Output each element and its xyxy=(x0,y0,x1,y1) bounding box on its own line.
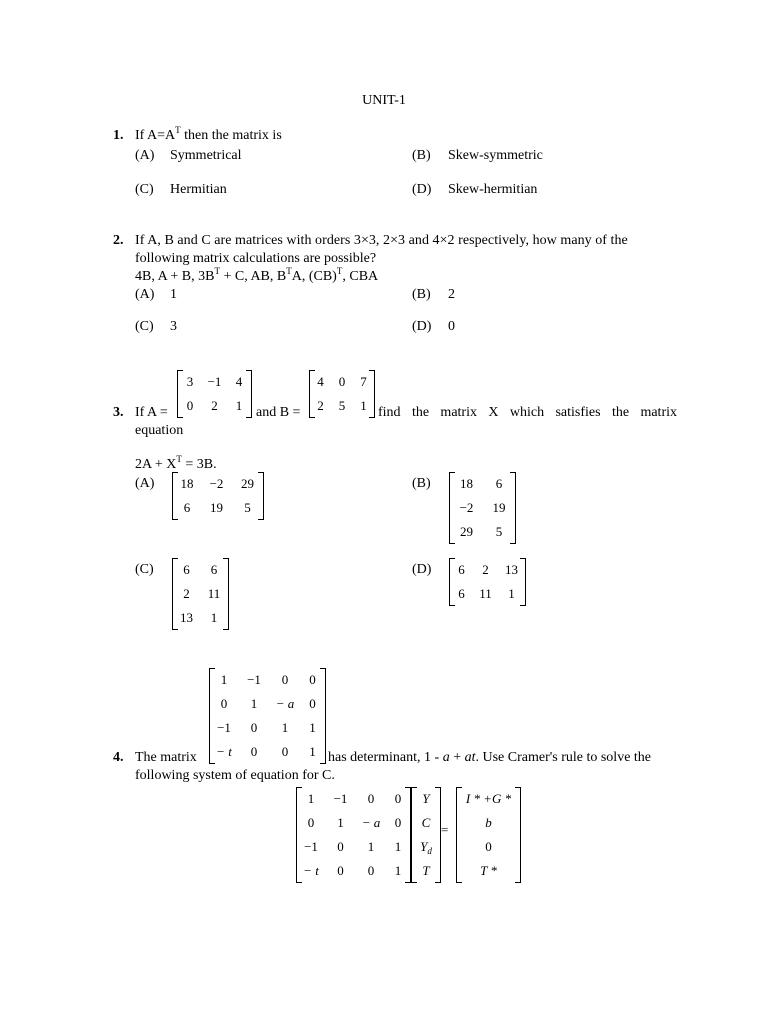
vector-row xyxy=(457,835,520,859)
option-text: 1 xyxy=(170,287,177,302)
matrix-cell: 0 xyxy=(220,696,228,712)
expr-part: 4B, A + B, 3B xyxy=(135,269,215,284)
page-title xyxy=(0,93,768,110)
matrix-cell: 4 xyxy=(235,374,243,390)
option-text: Skew-symmetric xyxy=(448,148,543,163)
matrix-cell: 5 xyxy=(338,398,346,414)
question-stem xyxy=(135,125,282,145)
matrix-cell: 4 xyxy=(317,374,324,390)
vector-subscript: d xyxy=(427,846,432,857)
option-d-matrix xyxy=(449,558,526,606)
matrix-cell: 0 xyxy=(338,374,346,390)
system-matrix xyxy=(296,787,411,883)
matrix-cell: 13 xyxy=(180,610,193,626)
vector-cell: 0 xyxy=(485,839,492,855)
matrix-cell: −2 xyxy=(209,476,224,492)
matrix-cell: 1 xyxy=(337,815,344,831)
matrix-cell: 6 xyxy=(210,562,218,578)
matrix-cell: 1 xyxy=(235,398,243,414)
matrix-cell: 0 xyxy=(337,839,344,855)
matrix-b xyxy=(309,370,375,418)
matrix-cell: 1 xyxy=(508,586,515,602)
vector-row xyxy=(412,835,440,859)
matrix-cell: 6 xyxy=(183,500,191,516)
matrix-cell: − a xyxy=(275,696,295,712)
stem-text: find the matrix X which satisfies the matrix xyxy=(378,405,677,420)
expr-superscript: T xyxy=(286,266,292,276)
option-label: (B) xyxy=(412,476,431,491)
matrix-cell: 2 xyxy=(183,586,190,602)
matrix-cell: 18 xyxy=(460,476,473,492)
option-text: 0 xyxy=(448,319,455,334)
matrix-row xyxy=(297,859,410,883)
matrix-cell: 0 xyxy=(307,815,315,831)
matrix-cell: −1 xyxy=(207,374,222,390)
matrix-cell: 1 xyxy=(250,696,258,712)
option-label: (C) xyxy=(135,562,154,577)
stem-superscript: T xyxy=(175,125,181,135)
matrix-cell: 0 xyxy=(309,696,316,712)
option-label: (A) xyxy=(135,148,155,163)
option-text: Symmetrical xyxy=(170,148,242,163)
vector-row xyxy=(457,811,520,835)
vector-cell: I * +G * xyxy=(465,791,512,807)
matrix-cell: 1 xyxy=(220,672,228,688)
matrix-cell: −1 xyxy=(333,791,348,807)
coefficient-matrix xyxy=(209,668,326,764)
matrix-cell: 2 xyxy=(482,562,489,578)
vector-row xyxy=(412,859,440,883)
stem-text: . Use Cramer's rule to solve the xyxy=(475,750,652,765)
question-stem-line: If A, B and C are matrices with orders 3×3, 2×3 and 4×2 respectively, how many of the xyxy=(135,233,628,248)
option-label: (D) xyxy=(412,182,432,197)
matrix-row xyxy=(450,496,515,520)
matrix-cell: 1 xyxy=(309,720,316,736)
matrix-row xyxy=(173,606,228,630)
option-text: 2 xyxy=(448,287,455,302)
expr-part: , CBA xyxy=(342,269,379,284)
expression-list xyxy=(135,266,379,286)
matrix-row xyxy=(310,370,374,394)
vector-symbol: Y xyxy=(420,839,428,855)
matrix-row xyxy=(297,787,410,811)
matrix-cell: − a xyxy=(361,815,381,831)
option-text: Skew-hermitian xyxy=(448,182,538,197)
option-label: (C) xyxy=(135,319,154,334)
variable: a xyxy=(442,750,450,765)
matrix-cell: 1 xyxy=(360,398,367,414)
matrix-cell: 0 xyxy=(367,791,375,807)
stem-text: The matrix xyxy=(135,750,197,765)
matrix-row xyxy=(450,472,515,496)
matrix-cell: 3 xyxy=(186,374,194,390)
matrix-cell: 6 xyxy=(458,562,465,578)
expr-superscript: T xyxy=(336,266,343,276)
matrix-cell: 7 xyxy=(360,374,367,390)
matrix-cell: 0 xyxy=(281,744,289,760)
equation-part: = 3B. xyxy=(181,457,217,472)
option-a-matrix xyxy=(172,472,264,520)
expr-part: + C, AB, B xyxy=(219,269,287,284)
stem-text: following system of equation for C. xyxy=(135,768,335,783)
vector-cell: Y xyxy=(422,791,430,807)
matrix-row xyxy=(450,582,525,606)
matrix-cell: 29 xyxy=(460,524,473,540)
matrix-cell: 1 xyxy=(307,791,315,807)
variable: at xyxy=(464,750,476,765)
matrix-cell: −1 xyxy=(304,839,318,855)
question-number: 2. xyxy=(113,233,124,248)
determinant-statement xyxy=(328,750,651,767)
matrix-cell: −2 xyxy=(459,500,474,516)
matrix-row xyxy=(210,740,325,764)
stem-text: then the matrix is xyxy=(180,128,282,143)
matrix-cell: 6 xyxy=(495,476,503,492)
question-number: 4. xyxy=(113,750,124,765)
vector-row xyxy=(457,787,520,811)
matrix-row xyxy=(173,582,228,606)
stem-text: has determinant, 1 - xyxy=(328,750,443,765)
option-b-matrix xyxy=(449,472,516,544)
option-label: (B) xyxy=(412,287,431,302)
equation-part: 2A + X xyxy=(135,457,177,472)
matrix-cell: 1 xyxy=(367,839,375,855)
matrix-cell: 0 xyxy=(250,720,258,736)
vector-row xyxy=(457,859,520,883)
matrix-cell: 1 xyxy=(309,744,316,760)
option-text: Hermitian xyxy=(170,182,227,197)
matrix-cell: 6 xyxy=(183,562,190,578)
matrix-row xyxy=(450,558,525,582)
option-text: 3 xyxy=(170,319,177,334)
stem-text: If A=A xyxy=(135,128,176,143)
vector-cell: C xyxy=(421,815,431,831)
matrix-row xyxy=(297,811,410,835)
matrix-cell: 1 xyxy=(281,720,289,736)
vector-row xyxy=(412,811,440,835)
matrix-cell: 5 xyxy=(244,500,251,516)
matrix-cell: − t xyxy=(303,863,319,879)
question-stem-line: following matrix calculations are possible? xyxy=(135,251,377,266)
stem-text: equation xyxy=(135,423,184,438)
matrix-cell: 2 xyxy=(211,398,218,414)
option-label: (D) xyxy=(412,562,432,577)
unknown-vector xyxy=(411,787,441,883)
matrix-cell: 0 xyxy=(281,672,289,688)
matrix-row xyxy=(178,394,251,418)
matrix-cell: 0 xyxy=(309,672,316,688)
question-number: 3. xyxy=(113,405,124,420)
expr-part: A, (CB) xyxy=(291,269,337,284)
matrix-row xyxy=(310,394,374,418)
vector-cell: T xyxy=(422,863,430,879)
matrix-cell: 19 xyxy=(492,500,506,516)
option-label: (A) xyxy=(135,287,155,302)
matrix-row xyxy=(173,496,263,520)
option-label: (B) xyxy=(412,148,431,163)
vector-cell: b xyxy=(485,815,492,831)
stem-text: and B = xyxy=(256,405,301,420)
matrix-cell: 0 xyxy=(250,744,258,760)
matrix-row xyxy=(297,835,410,859)
vector-row xyxy=(412,787,440,811)
matrix-row xyxy=(178,370,251,394)
matrix-cell: 0 xyxy=(394,815,402,831)
matrix-cell: 0 xyxy=(186,398,194,414)
expr-superscript: T xyxy=(214,266,220,276)
option-label: (C) xyxy=(135,182,154,197)
matrix-cell: 11 xyxy=(207,586,221,602)
matrix-cell: 5 xyxy=(495,524,503,540)
matrix-cell: 11 xyxy=(479,586,492,602)
matrix-cell: 1 xyxy=(210,610,218,626)
matrix-cell: 1 xyxy=(394,863,402,879)
question-number: 1. xyxy=(113,128,124,143)
matrix-cell: 29 xyxy=(241,476,254,492)
rhs-vector xyxy=(456,787,521,883)
matrix-row xyxy=(210,692,325,716)
vector-cell: T * xyxy=(480,863,497,879)
matrix-cell: 19 xyxy=(210,500,223,516)
matrix-row xyxy=(450,520,515,544)
matrix-row xyxy=(210,716,325,740)
matrix-cell: 13 xyxy=(505,562,518,578)
matrix-cell: −1 xyxy=(217,720,231,736)
vector-cell xyxy=(412,839,440,855)
matrix-cell: 2 xyxy=(317,398,324,414)
option-c-matrix xyxy=(172,558,229,630)
matrix-a xyxy=(177,370,252,418)
matrix-cell: 1 xyxy=(394,839,402,855)
matrix-row xyxy=(210,668,325,692)
stem-text: If A = xyxy=(135,405,168,420)
equals-sign: = xyxy=(441,822,449,837)
matrix-cell: 0 xyxy=(394,791,402,807)
unit-title: UNIT-1 xyxy=(362,93,406,108)
matrix-cell: 0 xyxy=(367,863,375,879)
stem-text: + xyxy=(449,750,465,765)
option-label: (D) xyxy=(412,319,432,334)
matrix-cell: 6 xyxy=(458,586,465,602)
matrix-cell: − t xyxy=(216,744,232,760)
equation-superscript: T xyxy=(176,454,182,464)
option-label: (A) xyxy=(135,476,155,491)
matrix-row xyxy=(173,472,263,496)
matrix-cell: 0 xyxy=(337,863,344,879)
matrix-row xyxy=(173,558,228,582)
matrix-cell: −1 xyxy=(247,672,261,688)
matrix-cell: 18 xyxy=(180,476,194,492)
